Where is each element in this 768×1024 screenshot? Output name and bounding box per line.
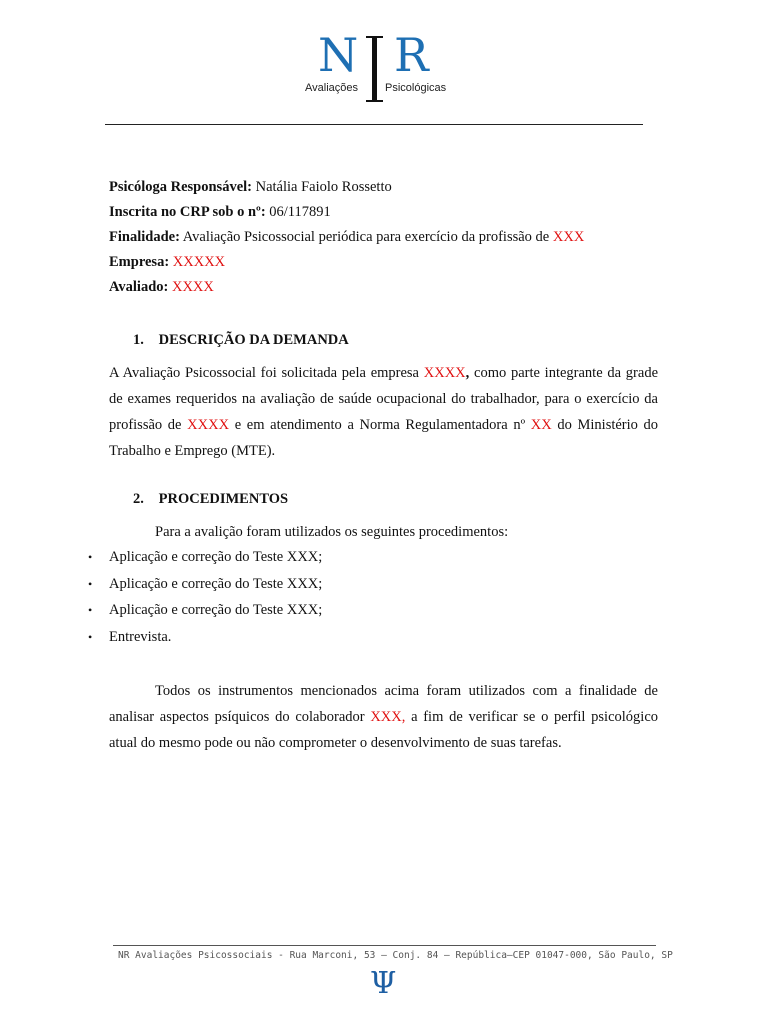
section-1-paragraph <box>109 360 658 464</box>
demand-text-3: e em atendimento a Norma Regulamentadora nº <box>234 417 526 433</box>
list-item-text: Aplicação e correção do Teste XXX; <box>109 602 323 618</box>
demand-company-placeholder: XXXX <box>423 365 466 381</box>
empresa-label: Empresa: <box>109 254 170 270</box>
logo-letter-n: N <box>318 28 361 82</box>
section-2-heading <box>133 491 288 508</box>
demand-text-2: como parte integrante da grade de exames requeridos na avaliação de saúde ocupacional do trabalhador, para o exercício da profissão de <box>109 365 659 433</box>
demand-comma: , <box>465 365 470 381</box>
section-2-number: 2. <box>133 491 144 507</box>
footer-divider <box>113 945 656 946</box>
finalidade-placeholder: XXX <box>552 229 585 245</box>
demand-profession-placeholder: XXXX <box>187 417 230 433</box>
crp-line <box>109 202 584 227</box>
crp-value: 06/117891 <box>269 204 331 220</box>
avaliado-value: XXXX <box>171 279 214 295</box>
avaliado-label: Avaliado: <box>109 279 169 295</box>
list-item <box>88 627 322 654</box>
closing-text-2: a fim de verificar se o perfil psicológico atual do mesmo pode ou não comprometer o desenvolvimento de suas tarefas. <box>109 709 659 751</box>
crp-label: Inscrita no CRP sob o nº: <box>109 204 266 220</box>
demand-text-4: do Ministério do Trabalho e Emprego (MTE). <box>109 417 659 459</box>
bullet-icon: • <box>88 550 93 564</box>
section-1-heading <box>133 332 349 349</box>
closing-text-1: Todos os instrumentos mencionados acima foram utilizados com a finalidade de analisar aspectos psíquicos do colaborador <box>109 683 658 725</box>
logo-i-bar <box>372 36 377 102</box>
section-1-number: 1. <box>133 332 144 348</box>
demand-text-1: A Avaliação Psicossocial foi solicitada pela empresa <box>109 365 419 381</box>
finalidade-value: Avaliação Psicossocial periódica para exercício da profissão de <box>182 229 550 245</box>
finalidade-label: Finalidade: <box>109 229 180 245</box>
empresa-value: XXXXX <box>172 254 226 270</box>
psi-icon: Ψ <box>370 966 397 1001</box>
bullet-icon: • <box>88 576 93 591</box>
psicologa-value: Natália Faiolo Rossetto <box>255 179 392 195</box>
bullet-icon: • <box>88 629 93 644</box>
logo-subtitle-left: Avaliações <box>305 82 358 94</box>
empresa-line <box>109 252 584 277</box>
avaliado-line <box>109 277 584 302</box>
psicologa-line <box>109 177 584 202</box>
section-2-title: PROCEDIMENTOS <box>158 491 289 507</box>
header-divider <box>105 124 643 125</box>
list-item <box>88 574 322 601</box>
procedures-list <box>88 547 322 653</box>
closing-collaborator-placeholder: XXX, <box>370 709 406 725</box>
footer-address: NR Avaliações Psicossociais - Rua Marconi, 53 – Conj. 84 – República–CEP 01047-000, São Paulo, SP <box>118 950 673 961</box>
bullet-icon: • <box>88 603 93 617</box>
list-item-text: Entrevista. <box>109 628 172 645</box>
list-item-text: Aplicação e correção do Teste XXX; <box>109 549 323 565</box>
psicologa-label: Psicóloga Responsável: <box>109 179 252 195</box>
list-item <box>88 600 322 627</box>
procedures-intro: Para a avalição foram utilizados os seguintes procedimentos: <box>155 524 509 540</box>
section-1-title: DESCRIÇÃO DA DEMANDA <box>158 332 349 348</box>
company-logo <box>300 30 470 110</box>
list-item <box>88 547 322 574</box>
demand-norma-placeholder: XX <box>530 417 552 433</box>
list-item-text: Aplicação e correção do Teste XXX; <box>109 575 323 592</box>
logo-letter-r: R <box>394 28 431 82</box>
logo-subtitle-right: Psicológicas <box>385 82 447 94</box>
report-header-info <box>109 177 584 302</box>
procedures-closing-paragraph <box>109 678 658 756</box>
finalidade-line <box>109 227 584 252</box>
